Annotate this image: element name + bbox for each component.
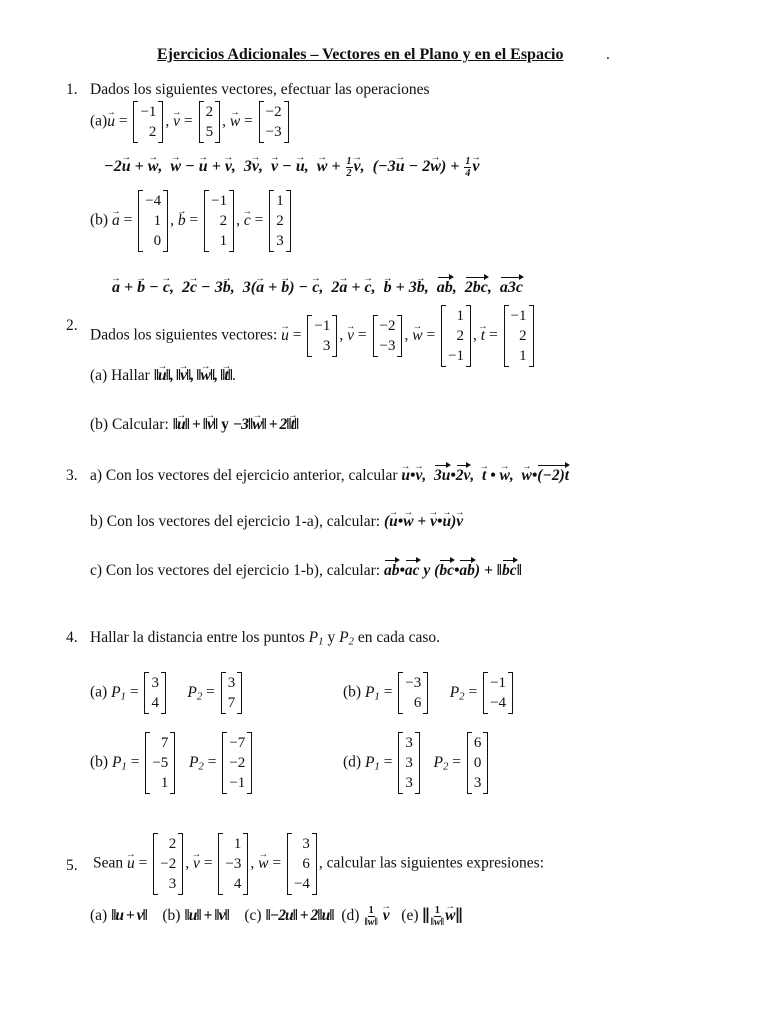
ex1-vector-v: 2 5	[199, 101, 221, 143]
ex1-vector-a: −4 1 0	[138, 190, 168, 252]
ex1-b-label: (b)	[90, 211, 109, 229]
ex5-vectors: Sean → u = 2 −2 3 , → v = 1 −3 4 , → w = 3 6 −4 , calcular las siguientes expresiones:	[93, 833, 544, 895]
ex2-statement: Dados los siguientes vectores:	[90, 326, 278, 344]
ex1-vector-c: 1 2 3	[269, 190, 291, 252]
ex3-c-text: c) Con los vectores del ejercicio 1-b), calcular:	[90, 562, 381, 579]
ex3-a: a) Con los vectores del ejercicio anterior, calcular → u•→ v, 3u•2v, → t • → w, → w•(−2)t	[90, 468, 569, 484]
ex4-case-a: (a) $P_1$ = 3 4 $P_2$ = 3 7	[90, 672, 244, 714]
ex2-a: (a) Hallar ‖→ u‖, ‖→ v‖, ‖→ w‖, ‖→ t‖.	[90, 368, 236, 384]
title-period: .	[606, 46, 610, 63]
ex2-vector-v: −2 −3	[373, 315, 403, 357]
ex2-b-label: (b) Calcular:	[90, 416, 169, 433]
page-title: Ejercicios Adicionales – Vectores en el Plano y en el Espacio	[157, 46, 564, 63]
ex3-b: b) Con los vectores del ejercicio 1-a), calcular: (→ u•→ w + → v•→ u)→ v	[90, 514, 463, 530]
ex1-number: 1.	[66, 81, 78, 98]
ex4-case-b2: (b) $P_1$ = 7 −5 1 $P_2$ = −7 −2 −1	[90, 732, 254, 794]
ex4-case-b1: (b) $P_1$ = −3 6 $P_2$ = −1 −4	[343, 672, 515, 714]
ex5-statement: calcular las siguientes expresiones:	[326, 854, 545, 872]
ex2-vector-u: −1 3	[307, 315, 337, 357]
ex3-c: c) Con los vectores del ejercicio 1-b), calcular: ab•ac y (bc•ab) + ‖bc‖	[90, 562, 523, 579]
ex1-a-operations: −2→ u + → w, → w − → u + → v, 3→ v, → v − → u, → w + $\frac{1}{2}$ → v, (−3→ u − 2→ w) + $\frac{1}{4}$ → v	[104, 156, 480, 179]
ex2-vectors: Dados los siguientes vectores: → u = −1 3 , → v = −2 −3 , → w = 1 2 −1 , → t = −1 2 1	[90, 305, 536, 367]
ex5-vector-v: 1 −3 4	[218, 833, 248, 895]
ex5-expressions: (a) ‖u + v‖ (b) ‖u‖ + ‖v‖ (c) ‖−2u‖ + 2‖u‖ (d) $\frac{1}{‖w‖}$ → v (e) ‖ $\frac{1}{‖w‖}$ → w‖	[90, 905, 463, 928]
ex2-vector-w: 1 2 −1	[441, 305, 471, 367]
ex2-vector-t: −1 2 1	[504, 305, 534, 367]
ex5-vector-u: 2 −2 3	[153, 833, 183, 895]
ex3-a-text: a) Con los vectores del ejercicio anterior, calcular	[90, 467, 398, 484]
ex1-b-operations: → a + → b − → c, 2→ c − 3→ b, 3(→ a + → b) − → c, 2→ a + → c, → b + 3→ b, ab, 2bc, a3c	[112, 280, 523, 296]
ex5-sean: Sean	[93, 854, 124, 872]
ex5-number: 5.	[66, 857, 78, 874]
ex5-vector-w: 3 6 −4	[287, 833, 317, 895]
ex2-number: 2.	[66, 317, 78, 334]
ex2-a-label: (a) Hallar	[90, 367, 150, 384]
ex3-b-text: b) Con los vectores del ejercicio 1-a), calcular:	[90, 513, 381, 530]
ex3-y: y	[423, 562, 431, 579]
ex2-b: (b) Calcular: ‖→ u‖ + ‖→ v‖ y −3‖→ w‖ + 2‖→ t‖	[90, 417, 298, 433]
ex1-statement: Dados los siguientes vectores, efectuar las operaciones	[90, 81, 430, 98]
ex1-vector-u: −1 2	[133, 101, 163, 143]
ex4-number: 4.	[66, 629, 78, 646]
ex2-y: y	[221, 416, 229, 433]
ex1-a-label: (a)	[90, 112, 108, 130]
ex4-statement: Hallar la distancia entre los puntos $P_1$ y $P_2$ en cada caso.	[90, 629, 441, 648]
ex1-b-vectors: (b) → a = −4 1 0 , → b = −1 2 1 , → c = 1 2 3	[90, 190, 293, 252]
ex4-case-d: (d) $P_1$ = 3 3 3 $P_2$ = 6 0 3	[343, 732, 490, 794]
ex1-vector-b: −1 2 1	[204, 190, 234, 252]
ex1-vector-w: −2 −3	[259, 101, 289, 143]
ex1-a-vectors: (a)→ u = −1 2 , → v = 2 5 , → w = −2 −3	[90, 101, 291, 143]
ex3-number: 3.	[66, 467, 78, 484]
